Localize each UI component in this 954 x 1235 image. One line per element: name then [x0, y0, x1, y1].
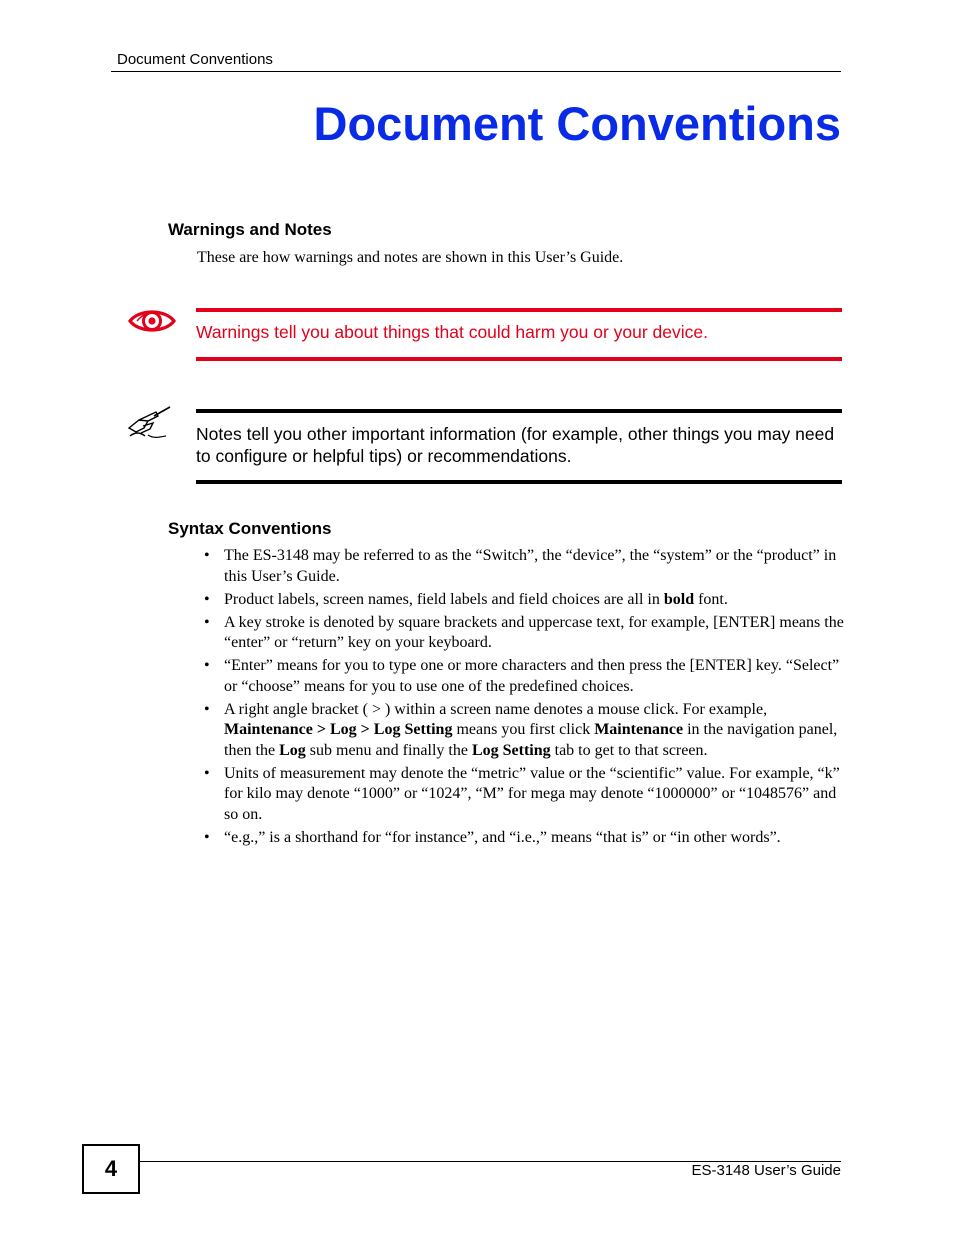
bold-term: Maintenance > Log > Log Setting [224, 721, 453, 738]
running-header: Document Conventions [117, 51, 273, 68]
bold-term: Maintenance [594, 721, 684, 738]
syntax-list-item [204, 764, 844, 826]
list-item-text: “Enter” means for you to type one or more characters and then press the [ENTER] key. “Select” or “choose” means for you to use one of the predefined choices. [224, 657, 840, 695]
list-item-text: Product labels, screen names, field labels and field choices are all in [224, 590, 664, 608]
syntax-list-item [204, 613, 844, 654]
warnings-intro-text: These are how warnings and notes are shown in this User’s Guide. [197, 249, 624, 266]
note-callout [196, 409, 842, 484]
note-text: Notes tell you other important information (for example, other things you may need to configure or helpful tips) or recommendations. [196, 424, 835, 466]
list-item-text: in the navigation panel, then the [224, 721, 838, 759]
eye-warning-icon [127, 306, 177, 336]
page-number: 4 [82, 1144, 140, 1194]
page-title: Document Conventions [313, 97, 841, 150]
syntax-conventions-heading: Syntax Conventions [168, 519, 332, 538]
syntax-list-item [204, 828, 844, 849]
list-item-text: Units of measurement may denote the “metric” value or the “scientific” value. For example, “k” for kilo may denote “1000” or “1024”, “M” for mega may denote “1000000” or “1048576” and so on. [224, 764, 840, 823]
warnings-notes-heading: Warnings and Notes [168, 220, 332, 239]
list-item-text: means you first click [452, 721, 595, 738]
list-item-text: “e.g.,” is a shorthand for “for instance”, and “i.e.,” means “that is” or “in other words”. [224, 828, 781, 846]
syntax-list-item [204, 546, 844, 587]
bold-term: Log [279, 741, 306, 759]
warning-callout [196, 308, 842, 361]
bold-term: bold [663, 590, 695, 608]
syntax-list-item [204, 590, 844, 611]
list-item-text: font. [694, 590, 728, 608]
writing-hand-icon [126, 406, 172, 444]
syntax-list-item [204, 700, 844, 762]
list-item-text: tab to get to that screen. [550, 741, 708, 759]
footer-guide-title: ES-3148 User’s Guide [691, 1162, 841, 1179]
syntax-conventions-list [204, 546, 844, 851]
list-item-text: sub menu and finally the [305, 741, 472, 759]
syntax-list-item [204, 656, 844, 697]
header-rule [111, 71, 841, 72]
list-item-text: A right angle bracket ( > ) within a screen name denotes a mouse click. For example, [224, 700, 768, 718]
list-item-text: The ES-3148 may be referred to as the “Switch”, the “device”, the “system” or the “product” in this User’s Guide. [224, 547, 837, 585]
bold-term: Log Setting [471, 741, 551, 759]
warning-text: Warnings tell you about things that could harm you or your device. [196, 322, 708, 342]
list-item-text: A key stroke is denoted by square brackets and uppercase text, for example, [ENTER] means the “enter” or “return” key on your keyboard. [224, 613, 844, 651]
